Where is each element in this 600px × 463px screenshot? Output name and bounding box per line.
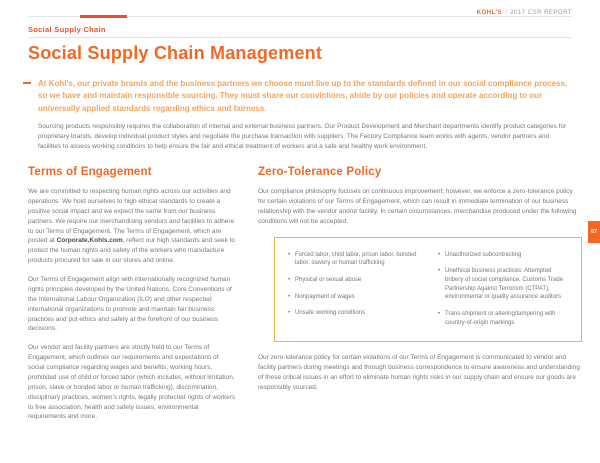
header-separator: |	[505, 10, 508, 16]
terms-paragraph-3: Our vendor and facility partners are strictly held to our Terms of Engagement, which outlines our requirements and expectations of social compliance regarding wages and benefits, working hours, prohibited use of child or forced labor (which includes, without limitation, prison, slave or bonded labor or human trafficking), discrimination, disciplinary practices, women's rights, legally protected rights of workers to free association, health and safety issues, environmental requirements and more.	[28, 344, 236, 421]
condition-bullet-item: • Physical or sexual abuse	[287, 276, 421, 285]
condition-bullet-item: • Unauthorized subcontracting	[437, 251, 571, 260]
zero-tolerance-column	[258, 166, 582, 431]
breadcrumb: Social Supply Chain	[28, 25, 106, 34]
conditions-list-left	[287, 251, 421, 336]
condition-bullet-item: • Forced labor, child labor, prison labor, bonded labor, slavery or human trafficking	[287, 251, 421, 268]
page-title: Social Supply Chain Management	[28, 43, 323, 63]
report-header-label	[477, 10, 572, 16]
zero-tolerance-conditions-box	[274, 237, 582, 343]
corporate-kohls-link[interactable]: Corporate.Kohls.com	[56, 237, 123, 245]
condition-bullet-item: • Trans-shipment or altering/tampering with country-of-origin markings	[437, 310, 571, 327]
lede-paragraph: At Kohl's, our private brands and the business partners we choose must live up to the standards defined in our social compliance process, so we have and maintain responsible sourcing. They must share our convictions, abide by our policies and operate according to our universally applied standards regarding ethics and fairness.	[38, 79, 568, 113]
terms-p1-text-before: We are committed to respecting human rights across our activities and operations. We hold ourselves to high ethical standards to create a positive social impact and we expect the same from our business partners. We require our merchandising vendors and facilities to adhere to our Terms of Engagement. The Terms of Engagement, which are posted at	[28, 188, 235, 245]
condition-bullet-item: • Unsafe working conditions	[287, 309, 421, 318]
zero-tolerance-paragraph-1: Our compliance philosophy focuses on continuous improvement; however, we enforce a zero-tolerance policy for certain violations of our Terms of Engagement, which can result in immediate termination of our business relationship with the vendor and/or facility. In certain circumstances, merchandise produced under the following conditions will not be accepted:	[258, 188, 577, 225]
terms-column	[28, 166, 236, 431]
report-title-label: 2017 CSR REPORT	[510, 10, 572, 16]
lede-section	[38, 78, 572, 115]
terms-heading: Terms of Engagement	[28, 166, 152, 178]
zero-tolerance-paragraph-2: Our zero-tolerance policy for certain violations of our Terms of Engagement is communicated to vendor and facility partners during meetings and through business correspondence to ensure awareness and understanding of these critical issues in an effort to eliminate human rights risks in our supply chain and ensure our goods are responsibly sourced.	[258, 354, 580, 391]
top-divider	[28, 16, 572, 17]
condition-bullet-item: • Nonpayment of wages	[287, 293, 421, 302]
content-columns	[28, 166, 582, 431]
page-number-tab: 67	[588, 221, 600, 243]
intro-paragraph: Sourcing products responsibly requires the collaboration of internal and external business partners. Our Product Development and Merchant departments identify product categories for proprietary brands, develop individual product styles and negotiate the purchase transaction with suppliers. The Factory Compliance team works with agents, vendor partners and facilities to assess working conditions to help ensure the fair and ethical treatment of workers and a safe and healthy work environment.	[38, 123, 567, 150]
breadcrumb-divider	[28, 37, 572, 38]
terms-p1-text-after: , reflect our high standards and seek to protect the human rights and safety of the workers who manufacture products procured for sale in our stores and online.	[28, 237, 236, 265]
condition-bullet-item: • Unethical business practices: Attempted bribery of social compliance, Customs Trade Partnership Against Terrorism (CTPAT), environmental or quality assurance auditors	[437, 267, 571, 302]
lede-dash	[23, 82, 31, 84]
top-divider-accent	[80, 15, 127, 18]
brand-label: KOHL'S	[476, 10, 503, 16]
zero-tolerance-heading: Zero-Tolerance Policy	[258, 166, 382, 178]
terms-paragraph-1	[28, 187, 236, 266]
terms-paragraph-2: Our Terms of Engagement align with internationally recognized human rights principles developed by the United Nations, Core Conventions of the International Labour Organization (ILO) and other respected international organizations to promote and maintain fair business practices and put ethics and safety at the forefront of our business decisions.	[28, 276, 232, 333]
conditions-list-right	[437, 251, 571, 336]
